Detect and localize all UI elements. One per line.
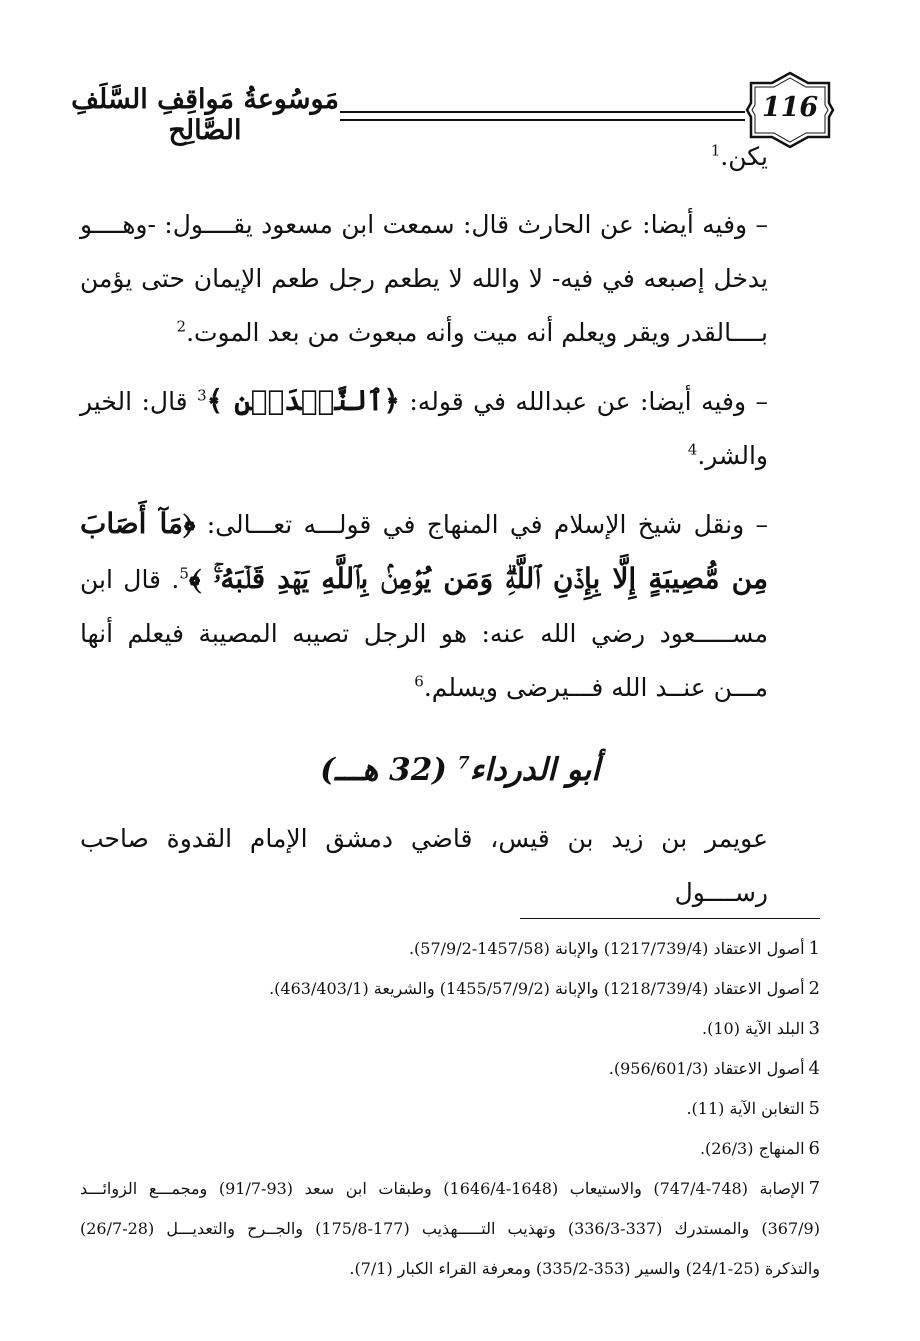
paragraph-text: يكن. [720,142,768,171]
book-title: مَوسُوعةُ مَواقِفِ السَّلَفِ الصَّالِح [71,84,339,146]
footnote-text: أصول الاعتقاد (1218/739/4) والإبانة (1455/57/9/2) والشريعة (463/403/1). [269,979,805,998]
footnote-number: 4 [808,1058,820,1079]
body-text [80,130,768,715]
footnote-ref: 5 [179,564,189,583]
paragraph [80,198,768,360]
footnote-number: 3 [808,1018,820,1039]
paragraph-text: . قال ابن مســـــعود رضي الله عنه: هو الرجل تصيبه المصيبة فيعلم أنها مـــن عنــد الله فـــيرضى ويسلم. [80,565,768,702]
footnote-text: البلد الآية (10). [702,1019,805,1038]
header-rule [340,119,745,121]
footnote-text: أصول الاعتقاد (956/601/3). [608,1059,805,1078]
header-rule [340,111,745,113]
paragraph [80,130,768,184]
paragraph-text: – ونقل شيخ الإسلام في المنهاج في قولـــه تعـــالى: [195,510,768,539]
paragraph-text: قال: الخير والشر. [80,387,768,470]
footnote-number: 7 [808,1178,821,1199]
quran-verse: ﴿مَآ أَصَابَ مِن مُّصِيبَةٍ إِلَّا بِإِذۡنِ ٱللَّهِۗ وَمَن يُؤۡمِنۢ بِٱللَّهِ يَهۡدِ قَلۡبَهُۥۚ ﴾ [80,507,768,595]
footnotes [80,929,820,1289]
paragraph-text: – وفيه أيضا: عن الحارث قال: سمعت ابن مسعود يقــــول: -وهــــو يدخل إصبعه في فيه- لا والله لا يطعم رجل طعم الإيمان حتى يؤمن بــــالقدر ويقر ويعلم أنه ميت وأنه مبعوث من بعد الموت. [80,210,768,347]
footnote-item [80,1129,820,1169]
footnote-number: 5 [808,1098,820,1119]
footnote-ref: 3 [197,386,207,405]
footnote-item [80,969,820,1009]
footnote-item [80,929,820,969]
footnote-ref: 2 [176,317,187,336]
page-number: 116 [761,92,819,123]
footnote-ref: 7 [457,753,470,774]
paragraph [80,497,768,715]
footnote-number: 2 [808,978,820,999]
paragraph [80,374,768,483]
footnote-number: 1 [808,938,820,959]
footnote-text: الإصابة (748-747/4) والاستيعاب (1648-1646/4) وطبقات ابن سعد (93-91/7) ومجمـــع الزوائـــد (367/9) والمستدرك (337-336/3) وتهذيب التـــــهذيب (177-175/8) والجــرح والتعديـــل (28-26/7) والتذكرة (25-24/1) والسير (353-335/2) ومعرفة القراء الكبار (7/1). [80,1179,820,1278]
section-heading [180,752,740,788]
paragraph-text: – وفيه أيضا: عن عبدالله في قوله: [409,387,768,416]
footnote-item [80,1009,820,1049]
footnote-number: 6 [808,1138,820,1159]
footnote-separator [520,918,820,919]
footnote-item [80,1089,820,1129]
heading-date: (32 هـــ) [320,752,458,788]
section-intro: عويمر بن زيد بن قيس، قاضي دمشق الإمام القدوة صاحب رســــول [80,824,768,907]
footnote-item [80,1169,820,1289]
footnote-text: أصول الاعتقاد (1217/739/4) والإبانة (1457/58-57/9/2). [408,939,805,958]
footnote-item [80,1049,820,1089]
footnote-ref: 6 [414,672,424,691]
footnote-text: المنهاج (26/3). [699,1139,805,1158]
footnote-ref: 1 [710,141,721,160]
heading-name: أبو الدرداء [469,752,600,788]
footnote-text: التغابن الآية (11). [686,1099,805,1118]
footnote-ref: 4 [687,440,698,459]
quran-verse: ﴿ٱلنَّجۡدَيۡنِ ﴾ [206,384,400,417]
